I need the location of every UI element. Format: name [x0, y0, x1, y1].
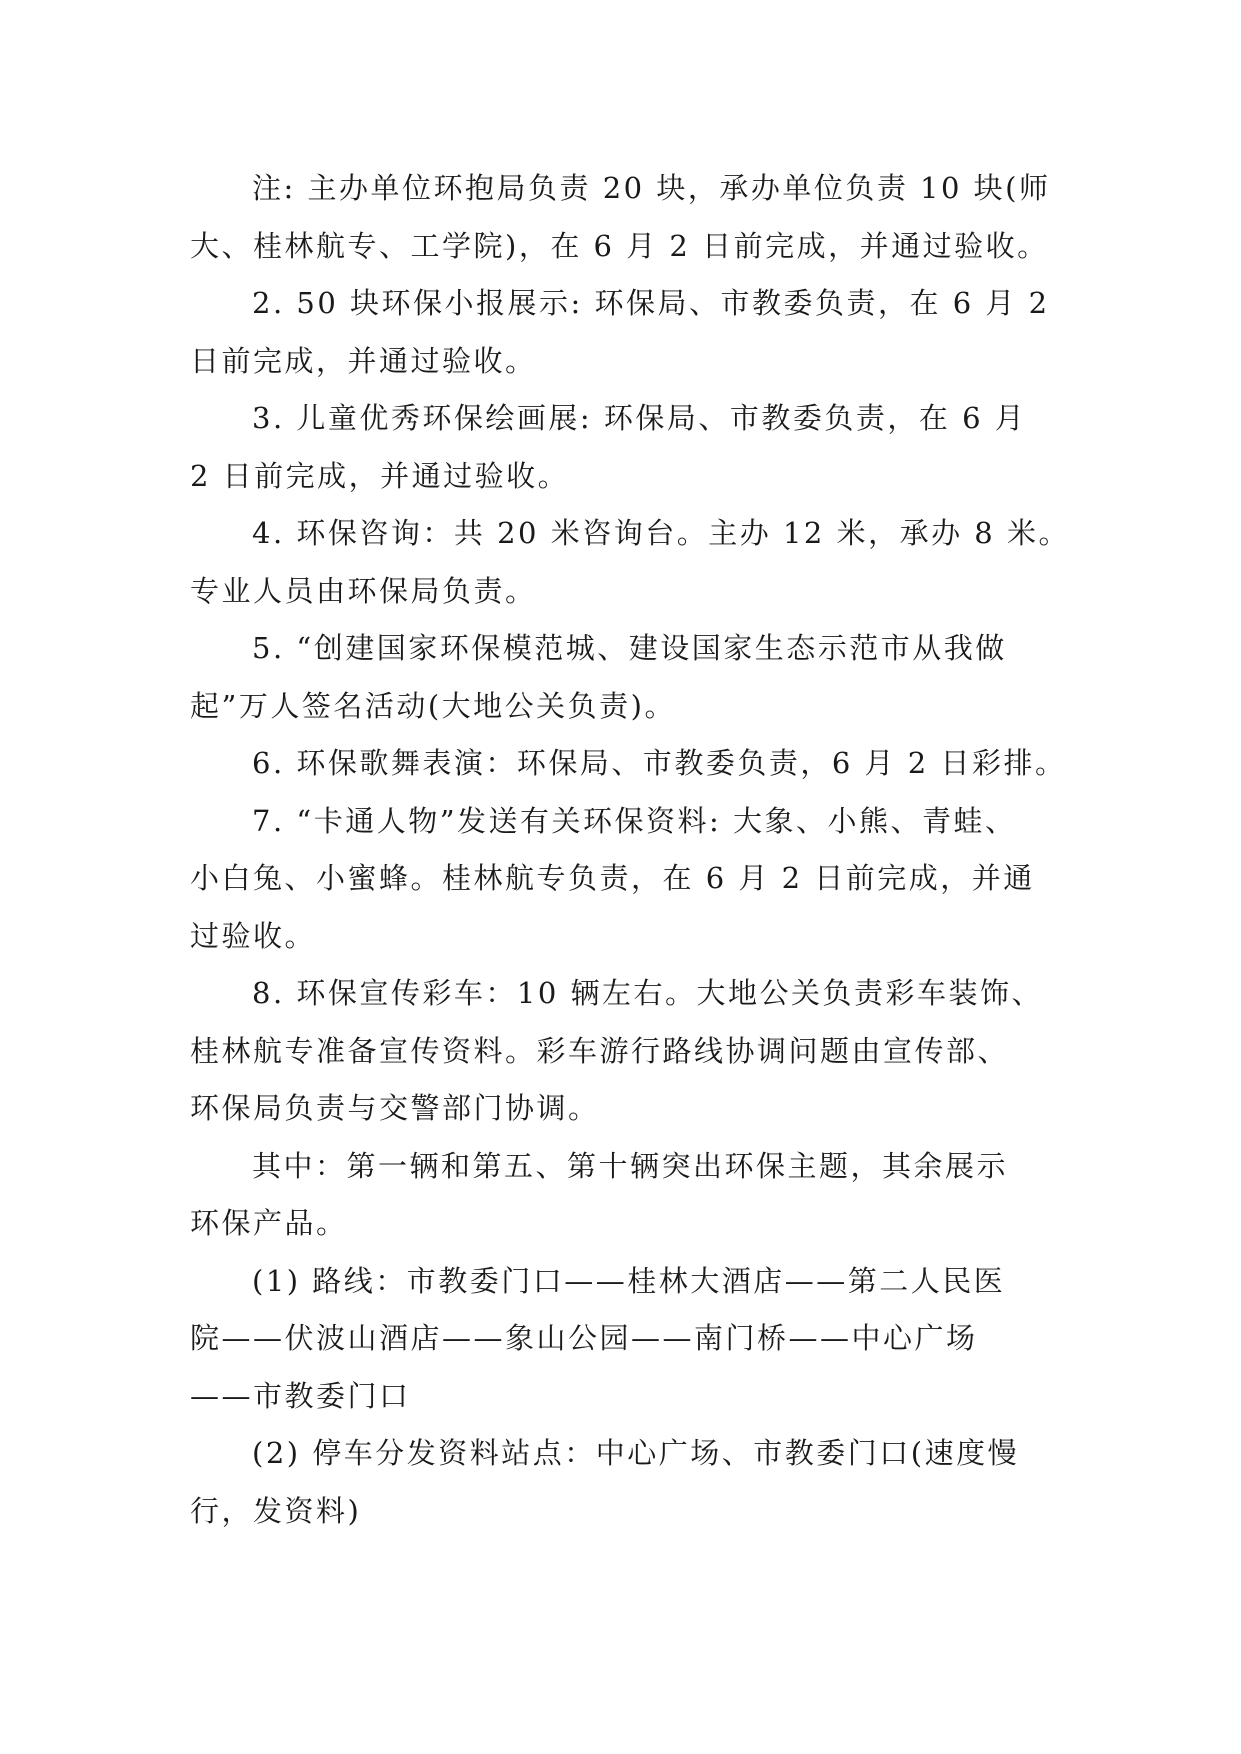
paragraph	[190, 160, 1050, 275]
paragraph	[190, 965, 1050, 1138]
paragraph	[190, 505, 1070, 620]
paragraph	[190, 735, 1067, 793]
text-line: 3. 儿童优秀环保绘画展: 环保局、市教委负责，在 6 月	[252, 401, 1027, 435]
paragraph	[190, 793, 1050, 966]
text-line: 专业人员由环保局负责。	[190, 573, 537, 608]
text-line: 环保产品。	[190, 1206, 348, 1240]
text-line: 日前完成，并通过验收。	[190, 343, 537, 378]
text-line: 5. “创建国家环保模范城、建设国家生态示范市从我做	[252, 631, 1007, 665]
paragraph	[190, 620, 1050, 735]
text-line: (1) 路线：市教委门口——桂林大酒店——第二人民医	[252, 1263, 1006, 1298]
paragraph	[190, 390, 1050, 505]
text-line: 6. 环保歌舞表演：环保局、市教委负责，6 月 2 日彩排。	[252, 746, 1067, 780]
paragraph	[190, 275, 1050, 390]
paragraph-list	[190, 160, 1070, 1540]
document-body	[190, 160, 1070, 1540]
text-line: ——市教委门口	[190, 1378, 411, 1413]
text-line: 2 日前完成，并通过验收。	[190, 458, 570, 493]
text-line: 小白兔、小蜜蜂。桂林航专负责，在 6 月 2 日前完成，并通	[190, 861, 1035, 895]
text-line: 8. 环保宣传彩车：10 辆左右。大地公关负责彩车装饰、	[252, 976, 1044, 1010]
text-line: 行，发资料)	[190, 1493, 362, 1528]
paragraph	[190, 1425, 1050, 1540]
text-line: (2) 停车分发资料站点：中心广场、市教委门口(速度慢	[252, 1436, 1020, 1470]
text-line: 过验收。	[190, 918, 317, 953]
paragraph	[190, 1138, 1050, 1253]
text-line: 院——伏波山酒店——象山公园——南门桥——中心广场	[190, 1321, 978, 1355]
text-line: 4. 环保咨询：共 20 米咨询台。主办 12 米，承办 8 米。	[252, 516, 1070, 550]
text-line: 其中：第一辆和第五、第十辆突出环保主题，其余展示	[252, 1148, 1009, 1183]
paragraph	[190, 1253, 1050, 1426]
text-line: 注: 主办单位环抱局负责 20 块，承办单位负责 10 块(师	[252, 171, 1051, 205]
text-line: 桂林航专准备宣传资料。彩车游行路线协调问题由宣传部、	[190, 1033, 1010, 1068]
text-line: 7. “卡通人物”发送有关环保资料: 大象、小熊、青蛙、	[252, 803, 1017, 838]
text-line: 起”万人签名活动(大地公关负责)。	[190, 688, 676, 723]
text-line: 大、桂林航专、工学院)，在 6 月 2 日前完成，并通过验收。	[190, 228, 1049, 263]
text-line: 2. 50 块环保小报展示: 环保局、市教委负责，在 6 月 2	[252, 286, 1050, 320]
text-line: 环保局负责与交警部门协调。	[190, 1091, 600, 1125]
